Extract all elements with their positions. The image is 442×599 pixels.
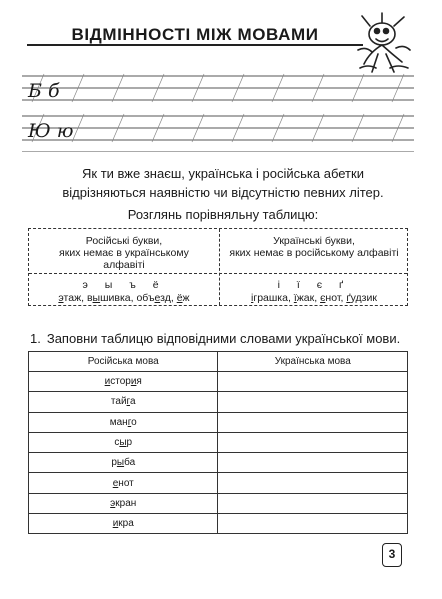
russian-word: рыба bbox=[29, 453, 218, 473]
russian-word: икра bbox=[29, 514, 218, 534]
table-row bbox=[29, 493, 408, 513]
table-row bbox=[29, 514, 408, 534]
task-number: 1. bbox=[30, 331, 41, 346]
ukrainian-letters-header bbox=[219, 235, 409, 259]
table-row bbox=[29, 453, 408, 473]
page-number: 3 bbox=[382, 543, 402, 567]
ukrainian-answer-cell[interactable] bbox=[218, 412, 408, 432]
russian-example-words: этаж, вышивка, объезд, ёж bbox=[58, 292, 190, 304]
ua-word-3: єнот bbox=[320, 292, 341, 304]
handwriting-row-yu: Ю ю bbox=[28, 120, 74, 142]
ukrainian-answer-cell[interactable] bbox=[218, 392, 408, 412]
ukrainian-header-line-1: Українські букви, bbox=[273, 235, 355, 247]
russian-header-line-2: яких немає в українському bbox=[59, 247, 189, 259]
table-header-row bbox=[29, 352, 408, 372]
ukrainian-answer-cell[interactable] bbox=[218, 372, 408, 392]
ukrainian-answer-cell[interactable] bbox=[218, 453, 408, 473]
intro-text bbox=[30, 164, 416, 202]
column-ukrainian: Українська мова bbox=[218, 352, 408, 372]
handwriting-row-b: Б б bbox=[28, 80, 60, 102]
table-row bbox=[29, 392, 408, 412]
ua-word-1: іграшка bbox=[251, 292, 288, 304]
translation-table bbox=[28, 351, 408, 534]
handwriting-practice-lines bbox=[22, 72, 414, 152]
ru-word-3: объезд bbox=[136, 292, 171, 304]
russian-letters: э ы ъ ё bbox=[82, 279, 166, 291]
column-russian: Російська мова bbox=[29, 352, 218, 372]
ru-word-1: этаж bbox=[58, 292, 82, 304]
russian-header-line-3: алфавіті bbox=[103, 259, 145, 271]
russian-word: сыр bbox=[29, 432, 218, 452]
intro-line-1: Як ти вже знаєш, українська і російська абетки bbox=[82, 166, 364, 181]
ukrainian-example-words: іграшка, їжак, єнот, ґудзик bbox=[251, 292, 377, 304]
page-title bbox=[27, 25, 363, 45]
intro-line-2: відрізняються наявністю чи відсутністю певних літер. bbox=[62, 185, 384, 200]
ru-word-2: вышивка bbox=[86, 292, 131, 304]
ru-word-4: ёж bbox=[176, 292, 190, 304]
ukrainian-answer-cell[interactable] bbox=[218, 473, 408, 493]
table-row bbox=[29, 432, 408, 452]
alphabet-comparison-table bbox=[28, 228, 408, 306]
ua-word-2: їжак bbox=[293, 292, 315, 304]
cartoon-scribble-icon bbox=[352, 10, 414, 74]
ukrainian-answer-cell[interactable] bbox=[218, 432, 408, 452]
table-row bbox=[29, 473, 408, 493]
ukrainian-header-line-2: яких немає в російському алфавіті bbox=[229, 247, 399, 259]
russian-header-line-1: Російські букви, bbox=[85, 235, 163, 247]
task-instruction bbox=[30, 331, 400, 346]
task-text: Заповни таблицю відповідними словами української мови. bbox=[46, 331, 401, 346]
ukrainian-letters: і ї є ґ bbox=[277, 279, 351, 291]
comparison-horizontal-divider bbox=[29, 273, 407, 274]
page-title-text: ВІДМІННОСТІ МІЖ МОВАМИ bbox=[65, 25, 324, 44]
russian-letters-header bbox=[29, 235, 219, 271]
compare-instruction: Розглянь порівняльну таблицю: bbox=[127, 207, 319, 222]
russian-word: манго bbox=[29, 412, 218, 432]
russian-word: экран bbox=[29, 493, 218, 513]
ukrainian-answer-cell[interactable] bbox=[218, 493, 408, 513]
russian-word: енот bbox=[29, 473, 218, 493]
ua-word-4: ґудзик bbox=[346, 292, 377, 304]
russian-word: тайга bbox=[29, 392, 218, 412]
table-row bbox=[29, 412, 408, 432]
russian-word: история bbox=[29, 372, 218, 392]
ukrainian-answer-cell[interactable] bbox=[218, 514, 408, 534]
table-row bbox=[29, 372, 408, 392]
